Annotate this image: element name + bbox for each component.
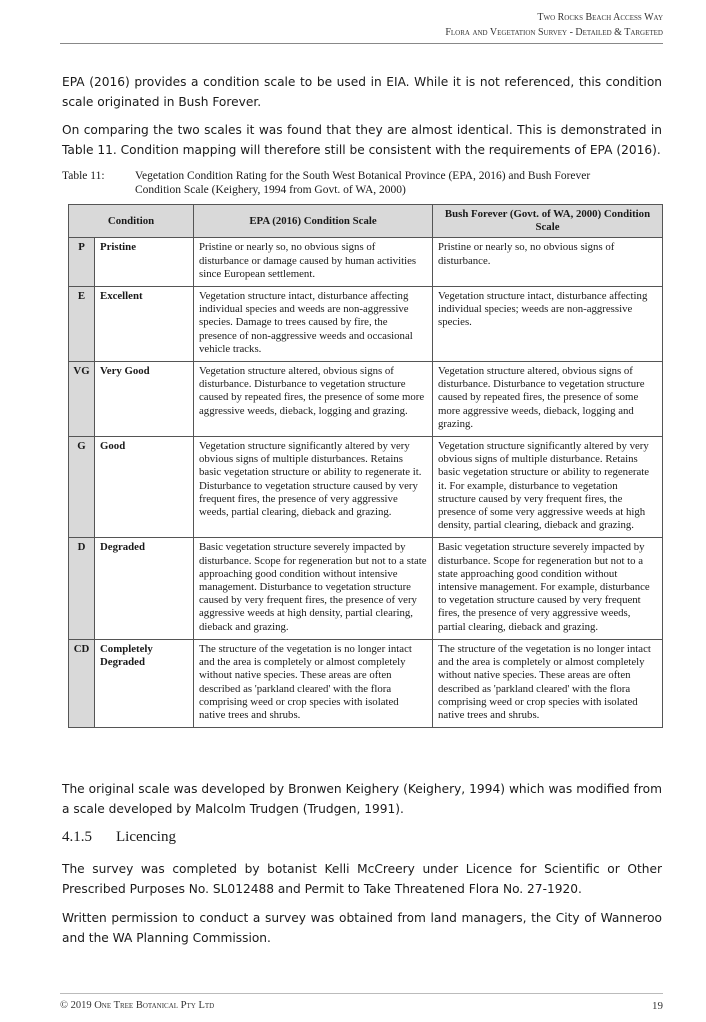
bush-forever-description: Vegetation structure significantly altered by very obvious signs of multiple disturbance. Retains basic vegetation structure or ability to regenerate it. For example, disturbance to vegetation structure caused by very frequent fires, the presence of some very aggressive weeds at high density, partial clearing, dieback and grazing. <box>433 437 663 538</box>
condition-name: Very Good <box>95 362 194 437</box>
epa-description: Vegetation structure intact, disturbance affecting individual species and weeds are non-aggressive species. Damage to trees caused by fire, the presence of non-aggressive weeds and occasional vehicle tracks. <box>194 287 433 362</box>
bush-forever-description: Vegetation structure altered, obvious signs of disturbance. Disturbance to vegetation structure caused by repeated fires, the presence of some more aggressive weeds, dieback, logging and grazing. <box>433 362 663 437</box>
table-row <box>69 437 663 538</box>
header-subtitle: Flora and Vegetation Survey - Detailed & Targeted <box>445 27 663 38</box>
paragraph-scale-origin: The original scale was developed by Bronwen Keighery (Keighery, 1994) which was modified from a scale developed by Malcolm Trudgen (Trudgen, 1991). <box>62 782 662 816</box>
condition-code: P <box>69 238 95 287</box>
footer-divider <box>60 993 663 994</box>
condition-name: Pristine <box>95 238 194 287</box>
table-row <box>69 538 663 639</box>
bush-forever-description: Basic vegetation structure severely impacted by disturbance. Scope for regeneration but not to a state approaching good condition without intensive management. For example, disturbance to vegetation structure caused by very frequent fires, the presence of very aggressive weeds, partial clearing, dieback and grazing. <box>433 538 663 639</box>
footer-copyright: © 2019 One Tree Botanical Pty Ltd <box>60 1000 215 1011</box>
table-row <box>69 639 663 727</box>
epa-description: Basic vegetation structure severely impacted by disturbance. Scope for regeneration but not to a state approaching good condition without intensive management. Disturbance to vegetation structure caused by very frequent fires, the presence of very aggressive weeds at high density, partial clearing, dieback and grazing. <box>194 538 433 639</box>
table-caption-text: Vegetation Condition Rating for the South West Botanical Province (EPA, 2016) and Bush Forever Condition Scale (Keighery, 1994 from Govt. of WA, 2000) <box>135 170 591 196</box>
condition-name: Excellent <box>95 287 194 362</box>
condition-name: Good <box>95 437 194 538</box>
section-number: 4.1.5 <box>62 829 92 845</box>
page-number: 19 <box>652 1000 663 1012</box>
condition-code: G <box>69 437 95 538</box>
paragraph-permission: Written permission to conduct a survey was obtained from land managers, the City of Wanneroo and the WA Planning Commission. <box>62 911 662 945</box>
bush-forever-description: Vegetation structure intact, disturbance affecting individual species; weeds are non-aggressive species. <box>433 287 663 362</box>
condition-name: Completely Degraded <box>95 639 194 727</box>
header-divider <box>60 43 663 44</box>
running-header <box>60 10 663 40</box>
table-caption <box>62 169 662 197</box>
bush-forever-description: The structure of the vegetation is no longer intact and the area is completely or almost completely without native species. These areas are often described as 'parkland cleared' with the flora comprising weed or crop species with isolated native trees and shrubs. <box>433 639 663 727</box>
section-heading <box>62 829 176 846</box>
bush-forever-description: Pristine or nearly so, no obvious signs of disturbance. <box>433 238 663 287</box>
epa-description: Pristine or nearly so, no obvious signs of disturbance or damage caused by human activities since European settlement. <box>194 238 433 287</box>
table-row <box>69 362 663 437</box>
condition-code: CD <box>69 639 95 727</box>
table-row <box>69 287 663 362</box>
header-epa-scale: EPA (2016) Condition Scale <box>194 205 433 238</box>
table-header-row <box>69 205 663 238</box>
header-title: Two Rocks Beach Access Way <box>537 12 663 23</box>
epa-description: Vegetation structure significantly altered by very obvious signs of multiple disturbances. Retains basic vegetation structure or ability to regenerate it. Disturbance to vegetation structure caused by very frequent fires, the presence of very aggressive weeds, partial clearing, dieback and grazing. <box>194 437 433 538</box>
condition-code: VG <box>69 362 95 437</box>
paragraph-epa-intro: EPA (2016) provides a condition scale to be used in EIA. While it is not referenced, this condition scale originated in Bush Forever. <box>62 75 662 109</box>
epa-description: The structure of the vegetation is no longer intact and the area is completely or almost completely without native species. These areas are often described as 'parkland cleared' with the flora comprising weed or crop species with isolated native trees and shrubs. <box>194 639 433 727</box>
table-caption-number: Table 11: <box>62 170 105 182</box>
paragraph-comparison: On comparing the two scales it was found that they are almost identical. This is demonstrated in Table 11. Condition mapping will therefore still be consistent with the requirements of EPA (2016). <box>62 123 662 157</box>
condition-scale-table <box>68 204 663 728</box>
condition-name: Degraded <box>95 538 194 639</box>
table-row <box>69 238 663 287</box>
epa-description: Vegetation structure altered, obvious signs of disturbance. Disturbance to vegetation structure caused by repeated fires, the presence of some more aggressive weeds, dieback, logging and grazing. <box>194 362 433 437</box>
condition-code: E <box>69 287 95 362</box>
paragraph-licence: The survey was completed by botanist Kelli McCreery under Licence for Scientific or Other Prescribed Purposes No. SL012488 and Permit to Take Threatened Flora No. 27-1920. <box>62 862 662 896</box>
header-bush-forever-scale: Bush Forever (Govt. of WA, 2000) Condition Scale <box>433 205 663 238</box>
condition-code: D <box>69 538 95 639</box>
section-title: Licencing <box>116 829 176 845</box>
header-condition: Condition <box>69 205 194 238</box>
